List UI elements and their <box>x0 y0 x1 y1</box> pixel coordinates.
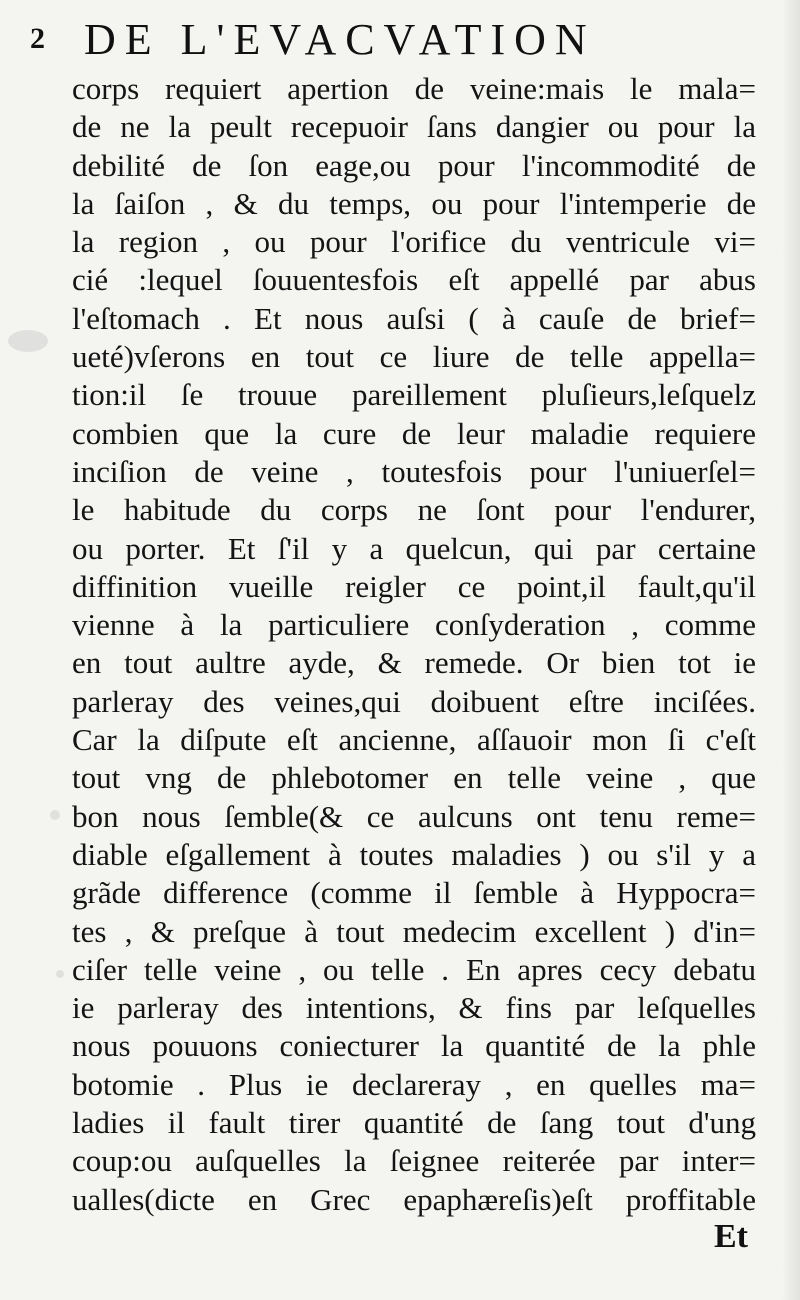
text-line: ciſer telle veine , ou telle . En apres cecy debatu <box>72 951 756 987</box>
text-line: inciſion de veine , toutesfois pour l'uniuerſel= <box>72 453 756 489</box>
ink-smudge <box>56 970 64 978</box>
text-line: l'eſtomach . Et nous auſsi ( à cauſe de brief= <box>72 300 756 336</box>
text-line: diffinition vueille reigler ce point,il fault,qu'il <box>72 568 756 604</box>
text-line: le habitude du corps ne ſont pour l'endurer, <box>72 492 756 528</box>
text-line: tout vng de phlebotomer en telle veine , que <box>72 760 756 796</box>
text-line: ualles(dicte en Grec epaphæreſis)eſt proffitable <box>72 1181 756 1217</box>
text-line: Car la diſpute eſt ancienne, aſſauoir mon ſi c'eſt <box>72 722 756 758</box>
text-line: la ſaiſon , & du temps, ou pour l'intemperie de <box>72 185 756 221</box>
text-line: grãde difference (comme il ſemble à Hyppocra= <box>72 875 756 911</box>
text-line: parleray des veines,qui doibuent eſtre inciſées. <box>72 683 756 719</box>
text-line: ie parleray des intentions, & fins par leſquelles <box>72 990 756 1026</box>
text-line: diable eſgallement à toutes maladies ) ou s'il y a <box>72 836 756 872</box>
text-line: ueté)vſerons en tout ce liure de telle appella= <box>72 339 756 375</box>
text-line: nous pouuons coniecturer la quantité de la phle <box>72 1028 756 1064</box>
catchword: Et <box>714 1218 748 1255</box>
page-header <box>30 14 770 70</box>
text-line: corps requiert apertion de veine:mais le mala= <box>72 71 756 106</box>
ink-smudge <box>50 810 60 820</box>
text-line: combien que la cure de leur maladie requiere <box>72 415 756 451</box>
text-line: coup:ou auſquelles la ſeignee reiterée par inter= <box>72 1143 756 1179</box>
text-line: bon nous ſemble(& ce aulcuns ont tenu reme= <box>72 798 756 834</box>
text-line: debilité de ſon eage,ou pour l'incommodité de <box>72 147 756 183</box>
text-line: de ne la peult recepuoir ſans dangier ou pour la <box>72 109 756 145</box>
text-line: la region , ou pour l'orifice du ventricule vi= <box>72 224 756 260</box>
text-line: vienne à la particuliere conſyderation , comme <box>72 607 756 643</box>
text-line: tes , & preſque à tout medecim excellent ) d'in= <box>72 913 756 949</box>
page-edge-shadow <box>782 0 800 1300</box>
running-head: DE L'EVACVATION <box>84 15 596 64</box>
body-text <box>72 70 756 1219</box>
text-line: en tout aultre ayde, & remede. Or bien tot ie <box>72 645 756 681</box>
text-line: botomie . Plus ie declareray , en quelles ma= <box>72 1066 756 1102</box>
ink-smudge <box>8 330 48 352</box>
text-line: ladies il fault tirer quantité de ſang tout d'ung <box>72 1105 756 1141</box>
page-number: 2 <box>30 22 45 55</box>
text-line: cié :lequel ſouuentesfois eſt appellé par abus <box>72 262 756 298</box>
text-line: ou porter. Et ſ'il y a quelcun, qui par certaine <box>72 530 756 566</box>
text-line: tion:il ſe trouue pareillement pluſieurs,leſquelz <box>72 377 756 413</box>
